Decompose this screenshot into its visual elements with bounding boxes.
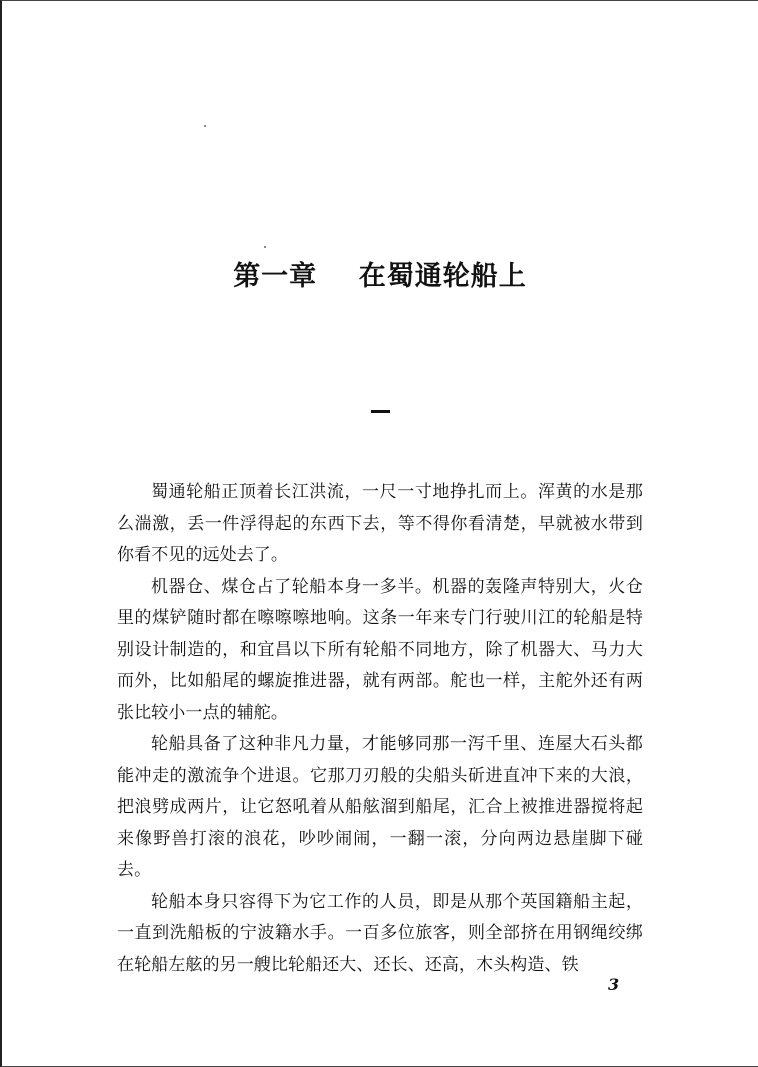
paragraph: 轮船具备了这种非凡力量，才能够同那一泻千里、连屋大石头都能冲走的激流争个进退。它那刀刃般的尖船头斫进直冲下来的大浪，把浪劈成两片，让它怒吼着从船舷溜到船尾，汇合上被推进器搅将起来像野兽打滚的浪花，吵吵闹闹，一翻一滚，分向两边悬崖脚下碰去。 [117, 734, 643, 880]
chapter-title: 第一章 在蜀通轮船上 [233, 261, 527, 292]
paragraph: 蜀通轮船正顶着长江洪流，一尺一寸地挣扎而上。浑黄的水是那么湍激，丢一件浮得起的东西下去，等不得你看清楚，早就被水带到你看不见的远处去了。 [117, 482, 643, 565]
scan-speck [264, 246, 266, 248]
paragraph: 轮船本身只容得下为它工作的人员，即是从那个英国籍船主起，一直到洗船板的宁波籍水手。一百多位旅客，则全部挤在用钢绳绞绑在轮船左舷的另一艘比轮船还大、还长、还高，木头构造、铁 [117, 891, 643, 975]
section-mark [371, 410, 390, 413]
body-text [117, 477, 643, 981]
scan-speck [204, 125, 206, 127]
paragraph: 机器仓、煤仓占了轮船本身一多半。机器的轰隆声特别大，火仓里的煤铲随时都在嚓嚓嚓地响。这条一年来专门行驶川江的轮船是特别设计制造的，和宜昌以下所有轮船不同地方，除了机器大、马力大而外，比如船尾的螺旋推进器，就有两部。舵也一样，主舵外还有两张比较小一点的辅舵。 [117, 576, 643, 723]
page-number: 3 [608, 975, 620, 994]
